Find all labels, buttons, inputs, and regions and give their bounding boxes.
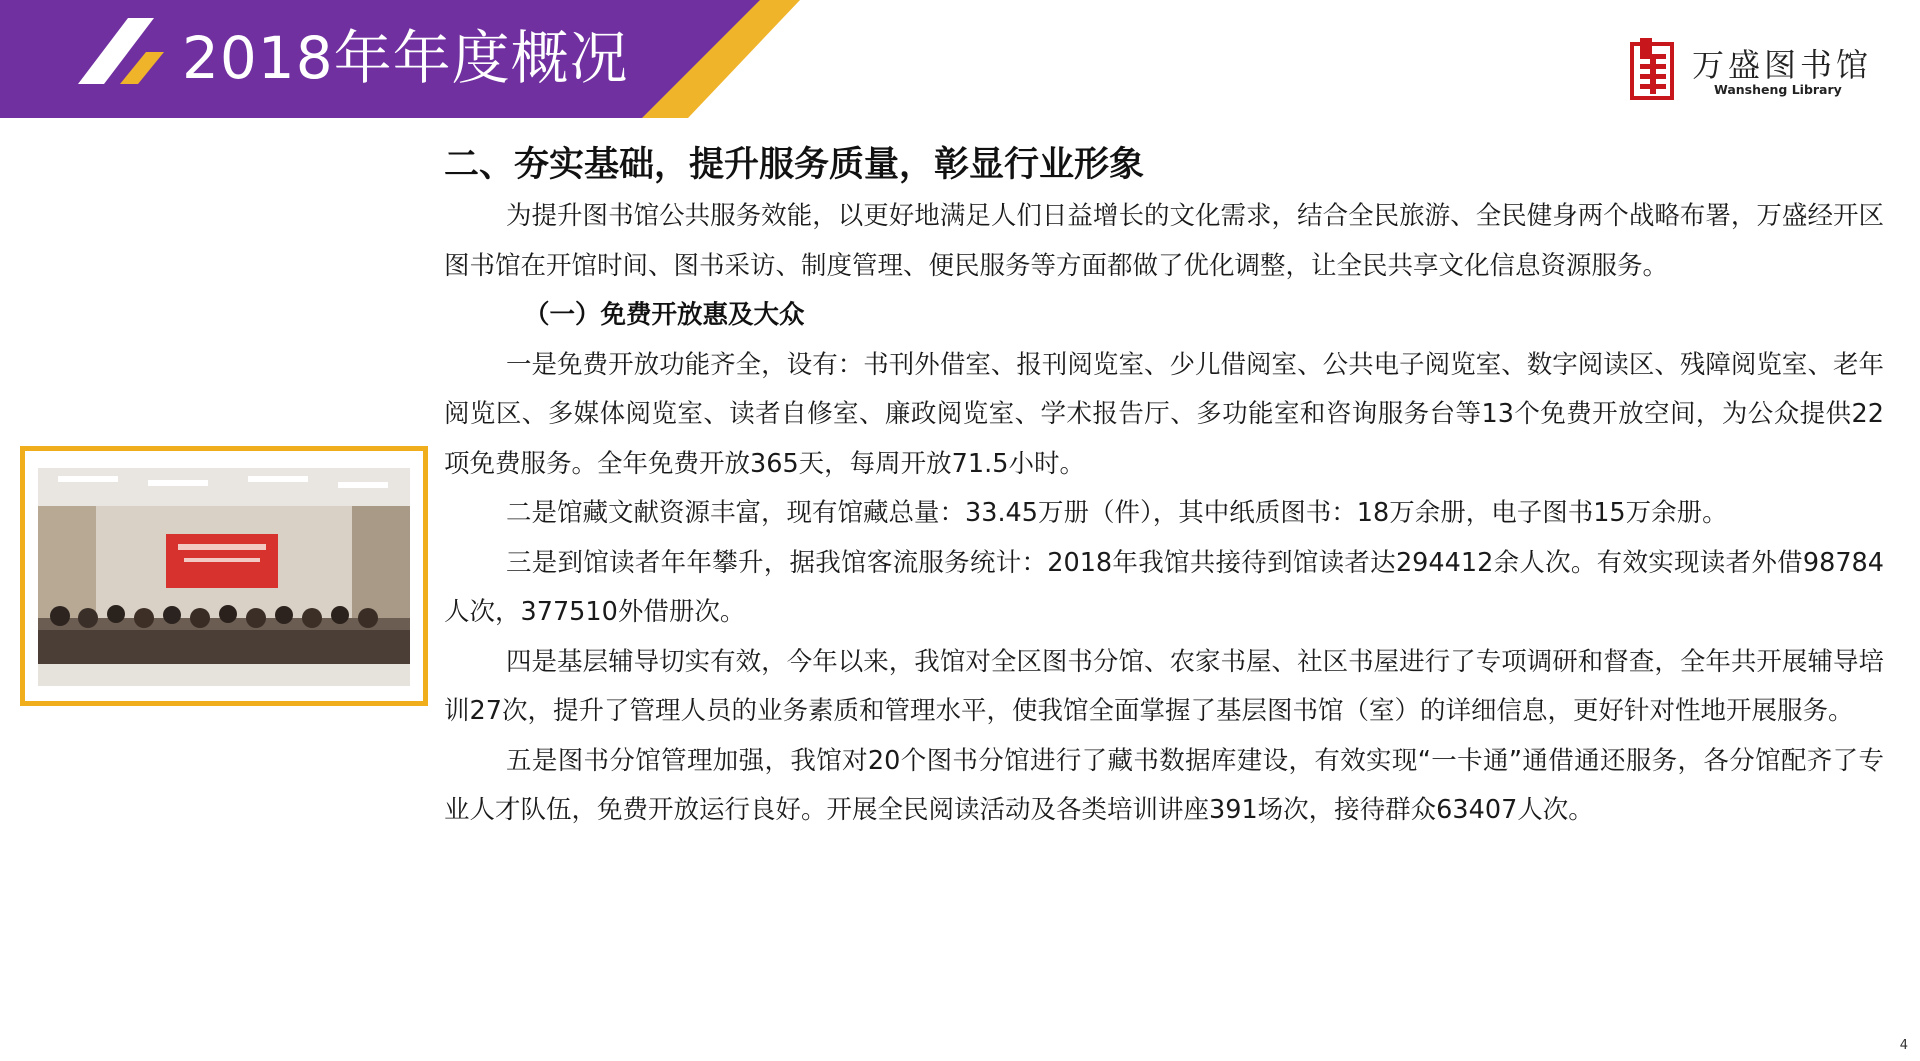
section-heading: 二、夯实基础，提升服务质量，彰显行业形象 <box>444 145 1145 185</box>
paragraph-guidance: 四是基层辅导切实有效，今年以来，我馆对全区图书分馆、农家书屋、社区书屋进行了专项调研和督查，全年共开展辅导培训27次，提升了管理人员的业务素质和管理水平，使我馆全面掌握了基层图书馆（室）的详细信息，更好针对性地开展服务。 <box>444 646 1884 726</box>
paragraph-branches: 五是图书分馆管理加强，我馆对20个图书分馆进行了藏书数据库建设，有效实现“一卡通”通借通还服务，各分馆配齐了专业人才队伍，免费开放运行良好。开展全民阅读活动及各类培训讲座391场次，接待群众63407人次。 <box>444 745 1884 825</box>
page-number: 4 <box>1899 1038 1908 1053</box>
paragraph-visitors: 三是到馆读者年年攀升，据我馆客流服务统计：2018年我馆共接待到馆读者达294412余人次。有效实现读者外借98784人次，377510外借册次。 <box>444 547 1884 627</box>
paragraph-collection: 二是馆藏文献资源丰富，现有馆藏总量：33.45万册（件），其中纸质图书：18万余册，电子图书15万余册。 <box>506 498 1728 528</box>
library-seal-icon <box>1630 38 1676 100</box>
main-content <box>444 140 1884 836</box>
header-banner <box>0 0 800 118</box>
library-logo <box>1630 38 1890 108</box>
intro-paragraph: 为提升图书馆公共服务效能，以更好地满足人们日益增长的文化需求，结合全民旅游、全民健身两个战略布署，万盛经开区图书馆在开馆时间、图书采访、制度管理、便民服务等方面都做了优化调整，让全民共享文化信息资源服务。 <box>444 201 1884 281</box>
logo-chinese-name: 万盛图书馆 <box>1692 46 1873 84</box>
page-title: 2018年年度概况 <box>182 24 629 92</box>
logo-english-name: Wansheng Library <box>1714 82 1842 97</box>
photo-icon <box>38 468 410 686</box>
subsection-heading: （一）免费开放惠及大众 <box>524 300 805 330</box>
event-photo <box>20 446 428 706</box>
paragraph-open-functions: 一是免费开放功能齐全，设有：书刊外借室、报刊阅览室、少儿借阅室、公共电子阅览室、数字阅读区、残障阅览室、老年阅览区、多媒体阅览室、读者自修室、廉政阅览室、学术报告厅、多功能室和咨询服务台等13个免费开放空间，为公众提供22项免费服务。全年免费开放365天，每周开放71.5小时。 <box>444 349 1884 479</box>
